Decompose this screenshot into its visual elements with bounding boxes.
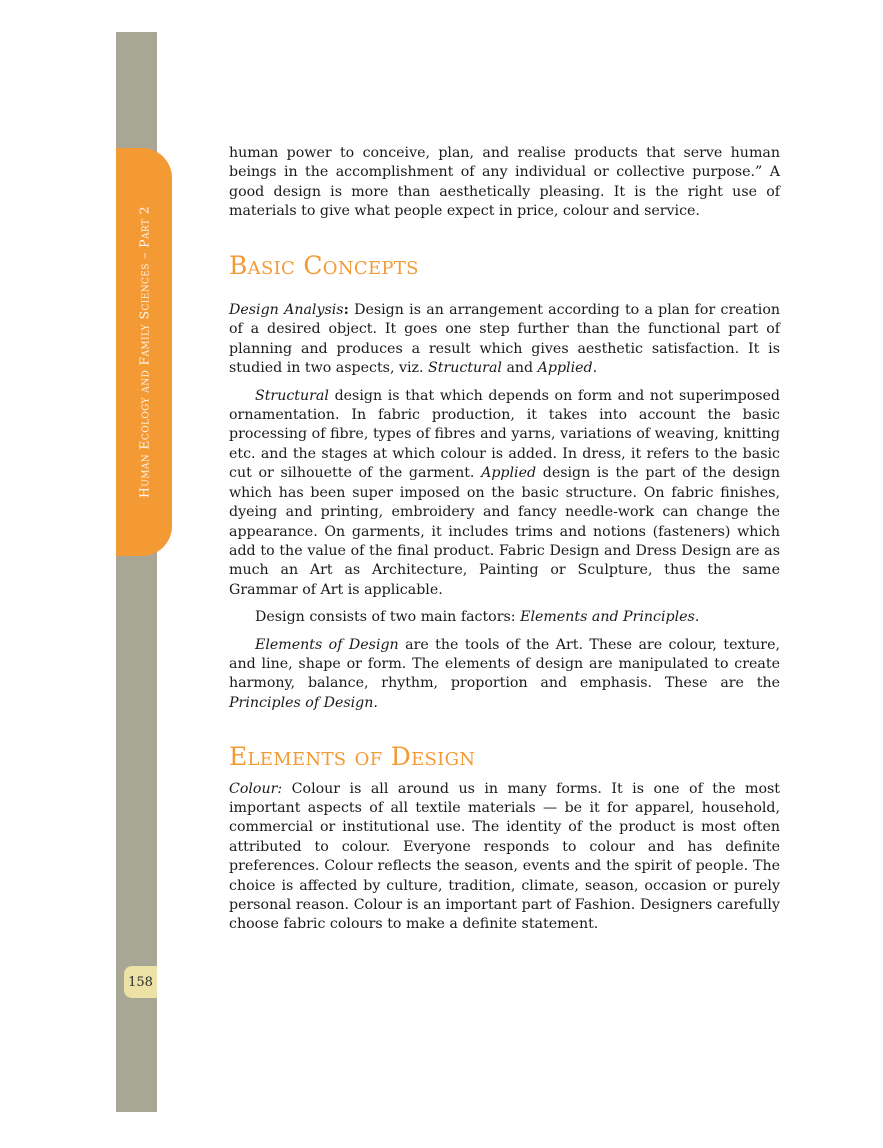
text-span: are the tools of the Art. These are colour, texture, and line, shape or form. The elements of design are manipulated to create harmony, balance, rhythm, proportion and emphasis. These are the xyxy=(229,636,780,692)
intro-paragraph: human power to conceive, plan, and realise products that serve human beings in the accomplishment of any individual or collective purpose.” A good design is more than aesthetically pleasing. It is the right use of materials to give what people expect in price, colour and service. xyxy=(229,145,780,220)
text-span: Design is an arrangement according to a plan for creation of a desired object. It goes one step further than the functional part of planning and produces a result which gives aesthetic satisfaction. It is studied in two aspects, viz. xyxy=(229,302,781,377)
design-analysis-paragraph xyxy=(229,301,780,379)
term-design-analysis: Design Analysis xyxy=(229,302,344,319)
heading-basic-concepts: Basic Concepts xyxy=(229,250,419,280)
term-elements-principles: Elements and Principles. xyxy=(520,609,700,626)
text-span: design is the part of the design which has been super imposed on the basic structure. On fabric finishes, dyeing and printing, embroidery and fancy needle-work can change the appearance. On garments, it includes trims and notions (fasteners) which add to the value of the final product. Fabric Design and Dress Design are as much an Art as Architecture, Painting or Sculpture, thus the same Grammar of Art is applicable. xyxy=(229,465,780,598)
term-structural: Structural xyxy=(255,387,329,404)
term-principles-of-design: Principles of Design. xyxy=(229,694,378,711)
term-applied: Applied xyxy=(481,465,537,482)
text-span: . xyxy=(592,360,598,377)
term-colour: Colour: xyxy=(229,780,283,797)
text-span: Colour is all around us in many forms. It is one of the most important aspects of all textile materials — be it for apparel, household, commercial or institutional use. The identity of the product is most often attributed to colour. Everyone responds to colour and has definite preferences. Colour reflects the season, events and the spirit of people. The choice is affected by culture, tradition, climate, season, occasion or purely personal reason. Colour is an important part of Fashion. Designers carefully choose fabric colours to make a definite statement. xyxy=(229,780,780,933)
term-applied: Applied xyxy=(537,360,593,377)
text-span: and xyxy=(501,360,538,377)
term-colon: : xyxy=(343,302,349,319)
term-elements-of-design: Elements of Design xyxy=(255,636,399,653)
term-structural: Structural xyxy=(428,360,502,377)
text-span: Design consists of two main factors: xyxy=(255,609,521,626)
running-title: Human Ecology and Family Sciences – Part 2 xyxy=(136,205,152,499)
heading-elements-of-design: Elements of Design xyxy=(229,742,476,772)
page-number: 158 xyxy=(124,966,157,998)
factors-paragraph xyxy=(229,608,780,627)
structural-paragraph xyxy=(229,387,780,600)
text-span: design is that which depends on form and not superimposed ornamentation. In fabric production, it takes into account the basic processing of fibre, types of fibres and yarns, variations of weaving, knitting etc. and the stages at which colour is added. In dress, it refers to the basic cut or silhouette of the garment. xyxy=(229,387,780,482)
elements-paragraph xyxy=(229,636,780,714)
colour-paragraph xyxy=(229,780,780,935)
page-content xyxy=(229,144,780,943)
